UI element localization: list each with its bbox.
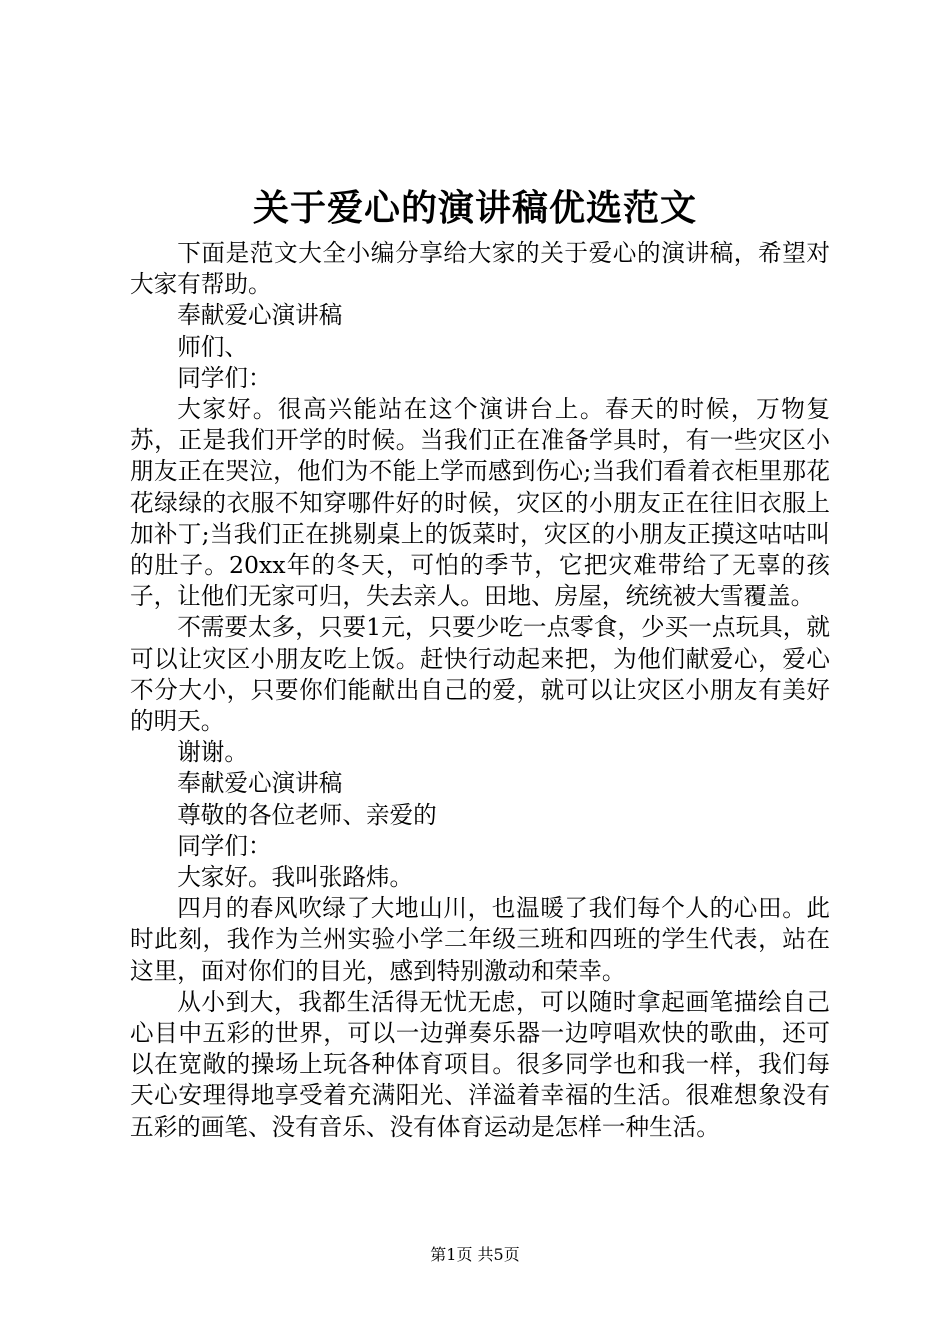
document-title: 关于爱心的演讲稿优选范文 — [252, 187, 697, 229]
paragraph-body-2: 不需要太多，只要1元，只要少吃一点零食，少买一点玩具，就可以让灾区小朋友吃上饭。赶快行动起来把，为他们献爱心，爱心不分大小，只要你们能献出自己的爱，就可以让灾区小朋友有美好的明天。 — [130, 613, 830, 736]
document-body — [130, 238, 830, 1143]
paragraph-greeting: 大家好。我叫张路炜。 — [177, 863, 414, 892]
paragraph-speech-heading-2: 奉献爱心演讲稿 — [177, 769, 343, 798]
paragraph-intro: 下面是范文大全小编分享给大家的关于爱心的演讲稿，希望对大家有帮助。 — [130, 239, 830, 299]
paragraph-speech-heading-1: 奉献爱心演讲稿 — [177, 301, 343, 330]
page-number-footer: 第1页 共5页 — [430, 1245, 520, 1264]
paragraph-body-4: 从小到大，我都生活得无忧无虑，可以随时拿起画笔描绘自己心目中五彩的世界，可以一边弹奏乐器一边哼唱欢快的歌曲，还可以在宽敞的操场上玩各种体育项目。很多同学也和我一样，我们每天心安理得地享受着充满阳光、洋溢着幸福的生活。很难想象没有五彩的画笔、没有音乐、没有体育运动是怎样一种生活。 — [130, 987, 830, 1141]
paragraph-salutation-1: 师们、 — [177, 332, 248, 361]
paragraph-salutation-2: 同学们： — [177, 363, 272, 392]
paragraph-body-3: 四月的春风吹绿了大地山川，也温暖了我们每个人的心田。此时此刻，我作为兰州实验小学二年级三班和四班的学生代表，站在这里，面对你们的目光，感到特别激动和荣幸。 — [130, 894, 830, 985]
paragraph-thanks: 谢谢。 — [177, 738, 248, 767]
paragraph-salutation-3: 尊敬的各位老师、亲爱的 — [177, 800, 437, 829]
paragraph-salutation-4: 同学们： — [177, 831, 272, 860]
paragraph-body-1: 大家好。很高兴能站在这个演讲台上。春天的时候，万物复苏，正是我们开学的时候。当我们正在准备学具时，有一些灾区小朋友正在哭泣，他们为不能上学而感到伤心;当我们看着衣柜里那花花绿绿的衣服不知穿哪件好的时候，灾区的小朋友正在往旧衣服上加补丁;当我们正在挑剔桌上的饭菜时，灾区的小朋友正摸这咕咕叫的肚子。20xx年的冬天，可怕的季节，它把灾难带给了无辜的孩子，让他们无家可归，失去亲人。田地、房屋，统统被大雪覆盖。 — [130, 395, 830, 611]
